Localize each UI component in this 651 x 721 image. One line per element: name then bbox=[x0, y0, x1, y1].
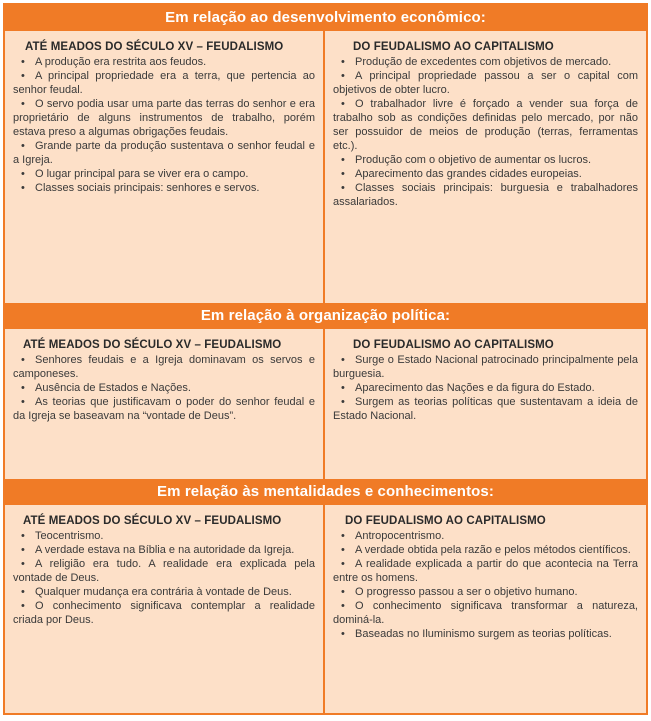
bullet-icon: • bbox=[21, 56, 25, 68]
bullet-item bbox=[333, 395, 638, 423]
column-capitalism bbox=[325, 31, 646, 303]
bullet-item bbox=[13, 395, 315, 423]
bullet-text: Classes sociais principais: senhores e servos. bbox=[35, 182, 260, 194]
bullet-icon: • bbox=[21, 98, 25, 110]
section-header-mentality: Em relação às mentalidades e conhecimentos: bbox=[5, 479, 646, 505]
bullet-list bbox=[13, 55, 315, 195]
column-feudalism bbox=[5, 31, 325, 303]
bullet-item bbox=[333, 167, 638, 181]
bullet-text: Antropocentrismo. bbox=[355, 530, 445, 542]
bullet-icon: • bbox=[21, 396, 25, 408]
bullet-icon: • bbox=[341, 628, 345, 640]
bullet-icon: • bbox=[341, 396, 345, 408]
bullet-list bbox=[13, 529, 315, 627]
section-row-economic bbox=[5, 31, 646, 303]
bullet-item bbox=[13, 167, 315, 181]
bullet-text: A religião era tudo. A realidade era explicada pela vontade de Deus. bbox=[13, 558, 315, 584]
bullet-icon: • bbox=[21, 354, 25, 366]
column-title: ATÉ MEADOS DO SÉCULO XV – FEUDALISMO bbox=[25, 41, 284, 53]
column-capitalism bbox=[325, 505, 646, 713]
bullet-text: Ausência de Estados e Nações. bbox=[35, 382, 191, 394]
bullet-text: Aparecimento das grandes cidades europeias. bbox=[355, 168, 582, 180]
bullet-list bbox=[13, 353, 315, 423]
bullet-icon: • bbox=[341, 154, 345, 166]
column-title: DO FEUDALISMO AO CAPITALISMO bbox=[353, 339, 554, 351]
column-title: ATÉ MEADOS DO SÉCULO XV – FEUDALISMO bbox=[23, 515, 282, 527]
bullet-icon: • bbox=[341, 182, 345, 194]
bullet-text: Classes sociais principais: burguesia e trabalhadores assalariados. bbox=[333, 182, 638, 208]
bullet-icon: • bbox=[21, 168, 25, 180]
bullet-item bbox=[333, 585, 638, 599]
bullet-text: O trabalhador livre é forçado a vender sua força de trabalho sob as condições definidas pelo mercado, por não ser possuidor de meios de produção (terras, ferramentas etc.). bbox=[333, 98, 638, 152]
column-title: DO FEUDALISMO AO CAPITALISMO bbox=[353, 41, 554, 53]
bullet-item bbox=[13, 353, 315, 381]
bullet-item bbox=[13, 139, 315, 167]
bullet-item bbox=[13, 543, 315, 557]
bullet-item bbox=[333, 353, 638, 381]
bullet-text: Surge o Estado Nacional patrocinado principalmente pela burguesia. bbox=[333, 354, 638, 380]
bullet-icon: • bbox=[341, 354, 345, 366]
bullet-item bbox=[13, 97, 315, 139]
bullet-icon: • bbox=[341, 600, 345, 612]
bullet-icon: • bbox=[341, 558, 345, 570]
bullet-text: O conhecimento significava transformar a natureza, dominá-la. bbox=[333, 600, 638, 626]
bullet-icon: • bbox=[21, 558, 25, 570]
bullet-item bbox=[13, 69, 315, 97]
bullet-item bbox=[333, 69, 638, 97]
comparison-table bbox=[3, 3, 648, 715]
bullet-text: As teorias que justificavam o poder do senhor feudal e da Igreja se baseavam na “vontade de Deus”. bbox=[13, 396, 315, 422]
bullet-text: A principal propriedade passou a ser o capital com objetivos de obter lucro. bbox=[333, 70, 638, 96]
section-header-economic: Em relação ao desenvolvimento econômico: bbox=[5, 5, 646, 31]
bullet-list bbox=[333, 353, 638, 423]
bullet-icon: • bbox=[21, 544, 25, 556]
bullet-item bbox=[333, 557, 638, 585]
bullet-icon: • bbox=[21, 382, 25, 394]
column-title: ATÉ MEADOS DO SÉCULO XV – FEUDALISMO bbox=[23, 339, 282, 351]
bullet-text: O progresso passou a ser o objetivo humano. bbox=[355, 586, 578, 598]
bullet-item bbox=[13, 55, 315, 69]
bullet-text: Produção com o objetivo de aumentar os lucros. bbox=[355, 154, 592, 166]
bullet-text: O lugar principal para se viver era o campo. bbox=[35, 168, 249, 180]
bullet-icon: • bbox=[21, 530, 25, 542]
bullet-item bbox=[333, 181, 638, 209]
bullet-text: Grande parte da produção sustentava o senhor feudal e a Igreja. bbox=[13, 140, 315, 166]
bullet-icon: • bbox=[341, 70, 345, 82]
bullet-text: A verdade obtida pela razão e pelos métodos científicos. bbox=[355, 544, 631, 556]
bullet-item bbox=[13, 181, 315, 195]
bullet-icon: • bbox=[341, 56, 345, 68]
bullet-list bbox=[333, 55, 638, 209]
bullet-list bbox=[333, 529, 638, 641]
bullet-icon: • bbox=[21, 70, 25, 82]
bullet-item bbox=[333, 381, 638, 395]
bullet-item bbox=[333, 543, 638, 557]
bullet-icon: • bbox=[341, 98, 345, 110]
bullet-icon: • bbox=[341, 530, 345, 542]
bullet-item bbox=[333, 529, 638, 543]
bullet-icon: • bbox=[341, 586, 345, 598]
bullet-item bbox=[333, 97, 638, 153]
bullet-item bbox=[13, 529, 315, 543]
bullet-icon: • bbox=[341, 544, 345, 556]
column-feudalism bbox=[5, 505, 325, 713]
bullet-icon: • bbox=[341, 382, 345, 394]
section-row-political bbox=[5, 329, 646, 479]
bullet-text: Senhores feudais e a Igreja dominavam os servos e camponeses. bbox=[13, 354, 315, 380]
bullet-text: Aparecimento das Nações e da figura do Estado. bbox=[355, 382, 595, 394]
bullet-item bbox=[333, 55, 638, 69]
column-title: DO FEUDALISMO AO CAPITALISMO bbox=[345, 515, 546, 527]
bullet-text: A principal propriedade era a terra, que pertencia ao senhor feudal. bbox=[13, 70, 315, 96]
bullet-text: Baseadas no Iluminismo surgem as teorias políticas. bbox=[355, 628, 612, 640]
bullet-item bbox=[13, 557, 315, 585]
bullet-item bbox=[333, 627, 638, 641]
bullet-text: Surgem as teorias políticas que sustentavam a ideia de Estado Nacional. bbox=[333, 396, 638, 422]
bullet-text: O servo podia usar uma parte das terras do senhor e era proprietário de alguns instrumentos de trabalho, porém estava preso a algumas obrigações feudais. bbox=[13, 98, 315, 138]
bullet-text: O conhecimento significava contemplar a realidade criada por Deus. bbox=[13, 600, 315, 626]
bullet-icon: • bbox=[21, 140, 25, 152]
bullet-icon: • bbox=[341, 168, 345, 180]
bullet-text: Produção de excedentes com objetivos de mercado. bbox=[355, 56, 612, 68]
bullet-item bbox=[333, 599, 638, 627]
bullet-text: Teocentrismo. bbox=[35, 530, 104, 542]
section-row-mentality bbox=[5, 505, 646, 713]
bullet-icon: • bbox=[21, 182, 25, 194]
bullet-icon: • bbox=[21, 586, 25, 598]
bullet-item bbox=[13, 585, 315, 599]
section-header-political: Em relação à organização política: bbox=[5, 303, 646, 329]
bullet-text: A realidade explicada a partir do que acontecia na Terra entre os homens. bbox=[333, 558, 638, 584]
bullet-icon: • bbox=[21, 600, 25, 612]
column-feudalism bbox=[5, 329, 325, 479]
bullet-text: A produção era restrita aos feudos. bbox=[35, 56, 207, 68]
bullet-item bbox=[13, 599, 315, 627]
bullet-text: Qualquer mudança era contrária à vontade de Deus. bbox=[35, 586, 292, 598]
bullet-text: A verdade estava na Bíblia e na autoridade da Igreja. bbox=[35, 544, 295, 556]
bullet-item bbox=[13, 381, 315, 395]
column-capitalism bbox=[325, 329, 646, 479]
bullet-item bbox=[333, 153, 638, 167]
